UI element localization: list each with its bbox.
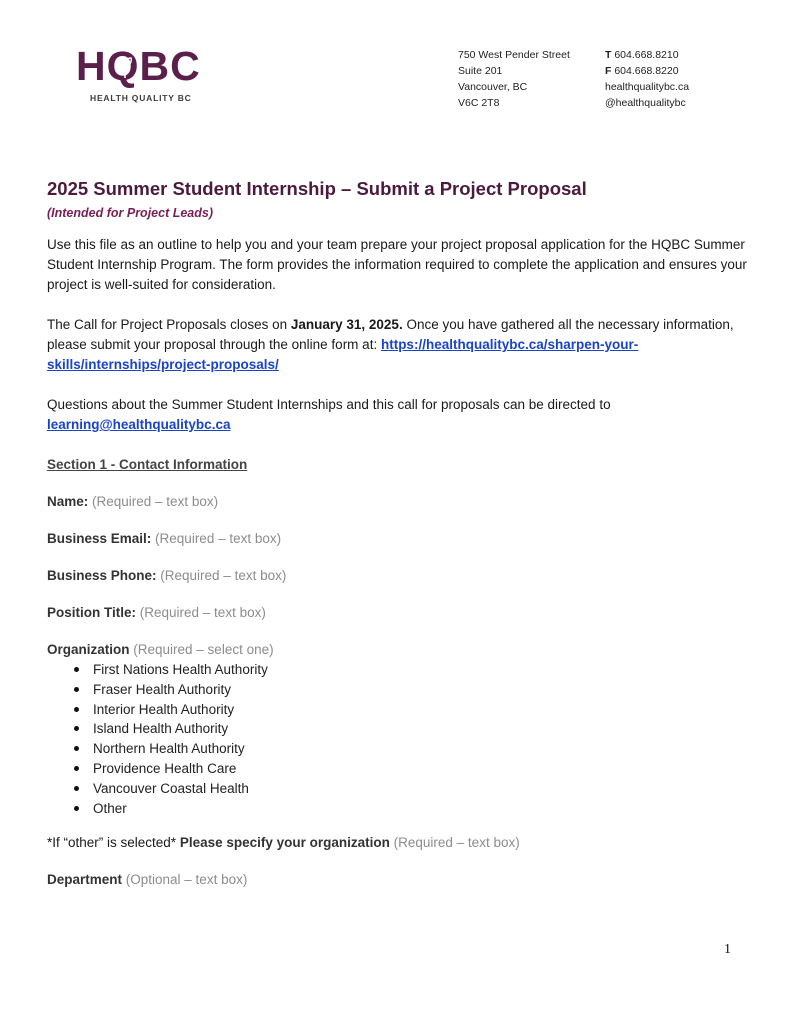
section-heading: Section 1 - Contact Information (47, 457, 248, 472)
specify-prefix: *If “other” is selected* (47, 835, 180, 851)
phone-line (605, 47, 689, 63)
deadline-text-post: Once you have gathered all the necessary information, please submit your proposal through the online form at: (47, 317, 734, 352)
list-item: Other (73, 799, 747, 819)
hqbc-logo (76, 44, 211, 108)
fax-label: F (605, 65, 612, 77)
leaf-icon (110, 50, 140, 82)
field-hint: (Required – text box) (136, 605, 266, 620)
field-label: Name: (47, 494, 89, 509)
department-field (47, 870, 747, 890)
list-item: Interior Health Authority (73, 700, 747, 720)
list-item: Island Health Authority (73, 719, 747, 739)
field-hint: (Required – select one) (129, 642, 274, 657)
phone-number: 604.668.8210 (614, 49, 679, 61)
specify-organization-field (47, 833, 747, 853)
field-hint: (Required – text box) (156, 568, 287, 583)
field-label: Please specify your organization (179, 835, 390, 851)
website-text: healthqualitybc.ca (605, 81, 690, 93)
organization-field (47, 640, 747, 660)
list-item: Vancouver Coastal Health (73, 779, 747, 799)
proposal-form-link[interactable]: https://healthqualitybc.ca/sharpen-your-skills/internships/project-proposals/ (47, 337, 639, 372)
fax-number: 604.668.8220 (614, 65, 679, 77)
address-line: Vancouver, BC (458, 81, 528, 93)
address-block (458, 47, 570, 111)
organization-list (47, 660, 747, 818)
page-number: 1 (724, 942, 731, 957)
field-hint: (Optional – text box) (122, 872, 248, 888)
phone-field (47, 566, 747, 586)
field-label: Department (47, 872, 123, 888)
name-field (47, 492, 747, 512)
address-line: Suite 201 (458, 65, 503, 77)
phone-label: T (605, 49, 612, 61)
intro-paragraph: Use this file as an outline to help you and your team prepare your project proposal application for the HQBC Summer Student Internship Program. The form provides the information required to complete the application and ensures your project is well-suited for consideration. (47, 237, 747, 292)
questions-text: Questions about the Summer Student Internships and this call for proposals can be directed to (47, 397, 611, 412)
questions-paragraph (47, 395, 747, 435)
address-line: 750 West Pender Street (458, 49, 570, 61)
deadline-text: The Call for Project Proposals closes on (47, 317, 291, 332)
logo-subtitle: HEALTH QUALITY BC (90, 93, 192, 103)
fax-line (605, 63, 689, 79)
list-item: First Nations Health Authority (73, 660, 747, 680)
deadline-paragraph (47, 315, 747, 375)
address-line: V6C 2T8 (458, 97, 500, 109)
field-hint: (Required – text box) (151, 531, 282, 546)
field-label: Business Phone: (47, 568, 157, 583)
logo-wordmark: HQBC (76, 43, 201, 89)
page-subtitle: (Intended for Project Leads) (47, 206, 213, 220)
email-field (47, 529, 747, 549)
page-title: 2025 Summer Student Internship – Submit a Project Proposal (47, 178, 587, 199)
field-label: Position Title: (47, 605, 137, 620)
contact-email-link[interactable]: learning@healthqualitybc.ca (47, 417, 231, 432)
field-label: Business Email: (47, 531, 152, 546)
list-item: Providence Health Care (73, 759, 747, 779)
field-hint: (Required – text box) (88, 494, 219, 509)
contact-block (605, 47, 689, 111)
social-handle: @healthqualitybc (605, 97, 686, 109)
deadline-date: January 31, 2025. (290, 317, 403, 332)
position-field (47, 603, 747, 623)
field-label: Organization (47, 642, 130, 657)
field-hint: (Required – text box) (389, 835, 520, 851)
list-item: Fraser Health Authority (73, 680, 747, 700)
document-body (47, 176, 747, 890)
list-item: Northern Health Authority (73, 739, 747, 759)
